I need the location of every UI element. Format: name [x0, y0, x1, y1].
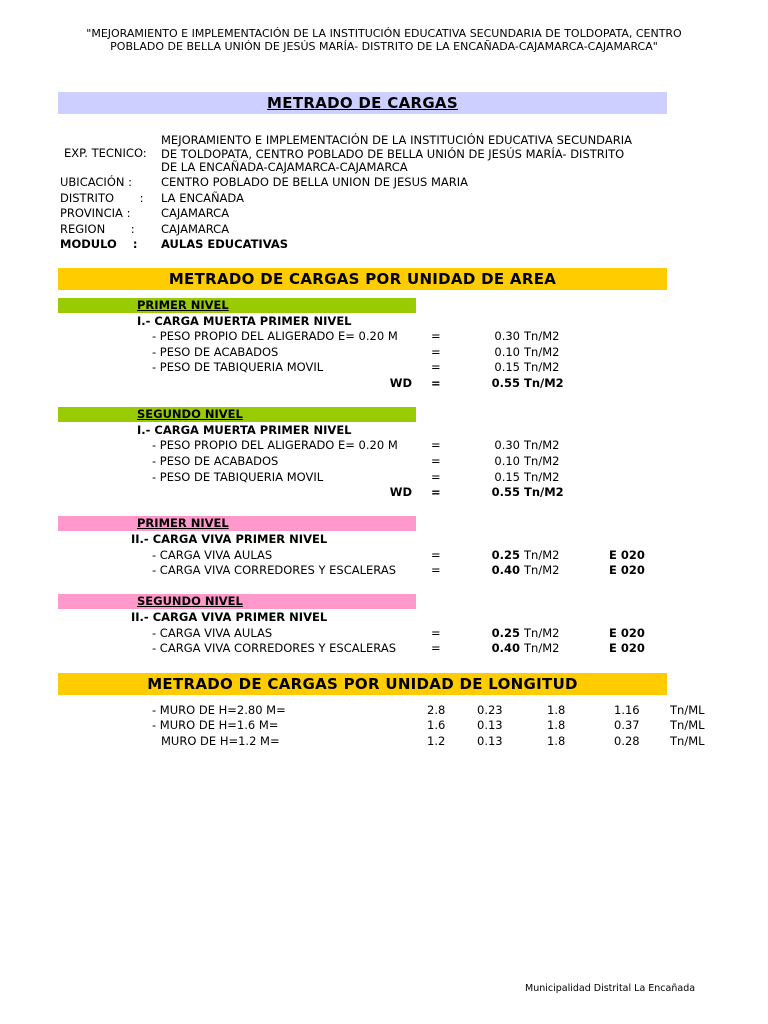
- level-text: SEGUNDO NIVEL: [137, 407, 243, 421]
- muro-2-g: 1.8: [547, 718, 566, 732]
- title-band: [58, 92, 667, 114]
- live1-item1-value: 0.25: [491, 548, 520, 562]
- dead2-item2-value: 0.10: [494, 454, 520, 468]
- muro-3-e: 0.13: [477, 734, 503, 748]
- live1-item2-unit: Tn/M2: [524, 563, 560, 577]
- level-text: PRIMER NIVEL: [137, 298, 229, 312]
- muro-1-g: 1.8: [547, 703, 566, 717]
- dead1-item2-eq: =: [431, 345, 441, 359]
- muro-1-label: - MURO DE H=2.80 M=: [152, 703, 286, 717]
- length-section-title: METRADO DE CARGAS POR UNIDAD DE LONGITUD: [147, 675, 578, 693]
- muro-3-label: MURO DE H=1.2 M=: [161, 734, 280, 748]
- live1-item1-eq: =: [431, 548, 441, 562]
- dead-heading-2: I.- CARGA MUERTA PRIMER NIVEL: [137, 423, 352, 437]
- live1-item1-label: - CARGA VIVA AULAS: [152, 548, 273, 562]
- dead1-item1-label: - PESO PROPIO DEL ALIGERADO E= 0.20 M: [152, 329, 398, 343]
- live1-item1-unit: Tn/M2: [524, 548, 560, 562]
- muro-3-total: 0.28: [614, 734, 640, 748]
- level-text: PRIMER NIVEL: [137, 516, 229, 530]
- live2-item1-label: - CARGA VIVA AULAS: [152, 626, 273, 640]
- live2-item1-unit: Tn/M2: [524, 626, 560, 640]
- info-label-region: REGION :: [60, 222, 135, 236]
- dead2-item2-eq: =: [431, 454, 441, 468]
- live2-item1-value: 0.25: [491, 626, 520, 640]
- live-heading-2: II.- CARGA VIVA PRIMER NIVEL: [131, 610, 328, 624]
- dead2-item3-eq: =: [431, 470, 441, 484]
- live2-item2-value: 0.40: [491, 641, 520, 655]
- muro-1-unit: Tn/ML: [670, 703, 705, 717]
- muro-3-g: 1.8: [547, 734, 566, 748]
- info-value-provincia: CAJAMARCA: [161, 206, 230, 220]
- live1-item2-value: 0.40: [491, 563, 520, 577]
- dead1-item1-unit: Tn/M2: [524, 329, 560, 343]
- dead1-item3-value: 0.15: [494, 360, 520, 374]
- info-label-provincia: PROVINCIA :: [60, 206, 131, 220]
- muro-2-e: 0.13: [477, 718, 503, 732]
- muro-1-e: 0.23: [477, 703, 503, 717]
- level-label-live-1: [58, 516, 416, 531]
- live1-item2-eq: =: [431, 563, 441, 577]
- info-value-region: CAJAMARCA: [161, 222, 230, 236]
- length-section-band: [58, 673, 667, 695]
- dead1-item3-label: - PESO DE TABIQUERIA MOVIL: [152, 360, 324, 374]
- dead2-total-value: 0.55: [491, 485, 520, 499]
- dead2-total-unit: Tn/M2: [524, 485, 564, 499]
- live2-item1-eq: =: [431, 626, 441, 640]
- exp-line-2: DE TOLDOPATA, CENTRO POBLADO DE BELLA UNIÓN DE JESÚS MARÍA- DISTRITO: [161, 147, 625, 161]
- project-header-line-1: "MEJORAMIENTO E IMPLEMENTACIÓN DE LA INSTITUCIÓN EDUCATIVA SECUNDARIA DE TOLDOPATA, CENTRO: [86, 27, 682, 40]
- live2-item2-norm: E 020: [609, 641, 645, 655]
- dead1-item2-label: - PESO DE ACABADOS: [152, 345, 279, 359]
- live2-item2-eq: =: [431, 641, 441, 655]
- dead1-total-eq: =: [431, 376, 441, 390]
- dead1-total-value: 0.55: [491, 376, 520, 390]
- dead2-total-label: WD: [389, 485, 412, 499]
- muro-3-h: 1.2: [427, 734, 446, 748]
- dead1-item3-unit: Tn/M2: [524, 360, 560, 374]
- level-text: SEGUNDO NIVEL: [137, 594, 243, 608]
- modulo-label: MODULO :: [60, 237, 138, 251]
- dead2-item2-label: - PESO DE ACABADOS: [152, 454, 279, 468]
- info-label-ubicacion: UBICACIÓN :: [60, 175, 132, 189]
- level-label-dead-2: [58, 407, 416, 422]
- modulo-value: AULAS EDUCATIVAS: [161, 237, 289, 251]
- muro-2-label: - MURO DE H=1.6 M=: [152, 718, 279, 732]
- project-header: [0, 27, 768, 53]
- level-label-dead-1: [58, 298, 416, 313]
- dead2-item3-label: - PESO DE TABIQUERIA MOVIL: [152, 470, 324, 484]
- muro-1-total: 1.16: [614, 703, 640, 717]
- dead1-item1-value: 0.30: [494, 329, 520, 343]
- dead2-item3-unit: Tn/M2: [524, 470, 560, 484]
- dead1-item2-value: 0.10: [494, 345, 520, 359]
- dead2-item1-unit: Tn/M2: [524, 438, 560, 452]
- dead2-total-eq: =: [431, 485, 441, 499]
- footer-text: Municipalidad Distrital La Encañada: [525, 983, 696, 994]
- dead1-item2-unit: Tn/M2: [524, 345, 560, 359]
- page-title: METRADO DE CARGAS: [267, 94, 458, 112]
- muro-1-h: 2.8: [427, 703, 446, 717]
- dead2-item1-label: - PESO PROPIO DEL ALIGERADO E= 0.20 M: [152, 438, 398, 452]
- muro-2-h: 1.6: [427, 718, 446, 732]
- muro-2-total: 0.37: [614, 718, 640, 732]
- exp-label: EXP. TECNICO:: [64, 146, 147, 160]
- info-value-ubicacion: CENTRO POBLADO DE BELLA UNION DE JESUS MARIA: [161, 175, 468, 189]
- live2-item2-unit: Tn/M2: [524, 641, 560, 655]
- info-value-distrito: LA ENCAÑADA: [161, 191, 244, 205]
- dead2-item3-value: 0.15: [494, 470, 520, 484]
- dead-heading-1: I.- CARGA MUERTA PRIMER NIVEL: [137, 314, 352, 328]
- dead1-total-unit: Tn/M2: [524, 376, 564, 390]
- project-header-line-2: POBLADO DE BELLA UNIÓN DE JESÚS MARÍA- DISTRITO DE LA ENCAÑADA-CAJAMARCA-CAJAMARCA": [110, 40, 658, 53]
- info-label-distrito: DISTRITO :: [60, 191, 144, 205]
- exp-line-1: MEJORAMIENTO E IMPLEMENTACIÓN DE LA INSTITUCIÓN EDUCATIVA SECUNDARIA: [161, 133, 632, 147]
- live1-item1-norm: E 020: [609, 548, 645, 562]
- live2-item1-norm: E 020: [609, 626, 645, 640]
- dead2-item1-value: 0.30: [494, 438, 520, 452]
- level-label-live-2: [58, 594, 416, 609]
- dead1-total-label: WD: [389, 376, 412, 390]
- live1-item2-label: - CARGA VIVA CORREDORES Y ESCALERAS: [152, 563, 396, 577]
- area-section-title: METRADO DE CARGAS POR UNIDAD DE AREA: [168, 270, 557, 288]
- live2-item2-label: - CARGA VIVA CORREDORES Y ESCALERAS: [152, 641, 396, 655]
- dead2-item1-eq: =: [431, 438, 441, 452]
- live-heading-1: II.- CARGA VIVA PRIMER NIVEL: [131, 532, 328, 546]
- live1-item2-norm: E 020: [609, 563, 645, 577]
- exp-line-3: DE LA ENCAÑADA-CAJAMARCA-CAJAMARCA: [161, 160, 408, 174]
- dead1-item3-eq: =: [431, 360, 441, 374]
- dead2-item2-unit: Tn/M2: [524, 454, 560, 468]
- dead1-item1-eq: =: [431, 329, 441, 343]
- muro-3-unit: Tn/ML: [670, 734, 705, 748]
- area-section-band: [58, 268, 667, 290]
- muro-2-unit: Tn/ML: [670, 718, 705, 732]
